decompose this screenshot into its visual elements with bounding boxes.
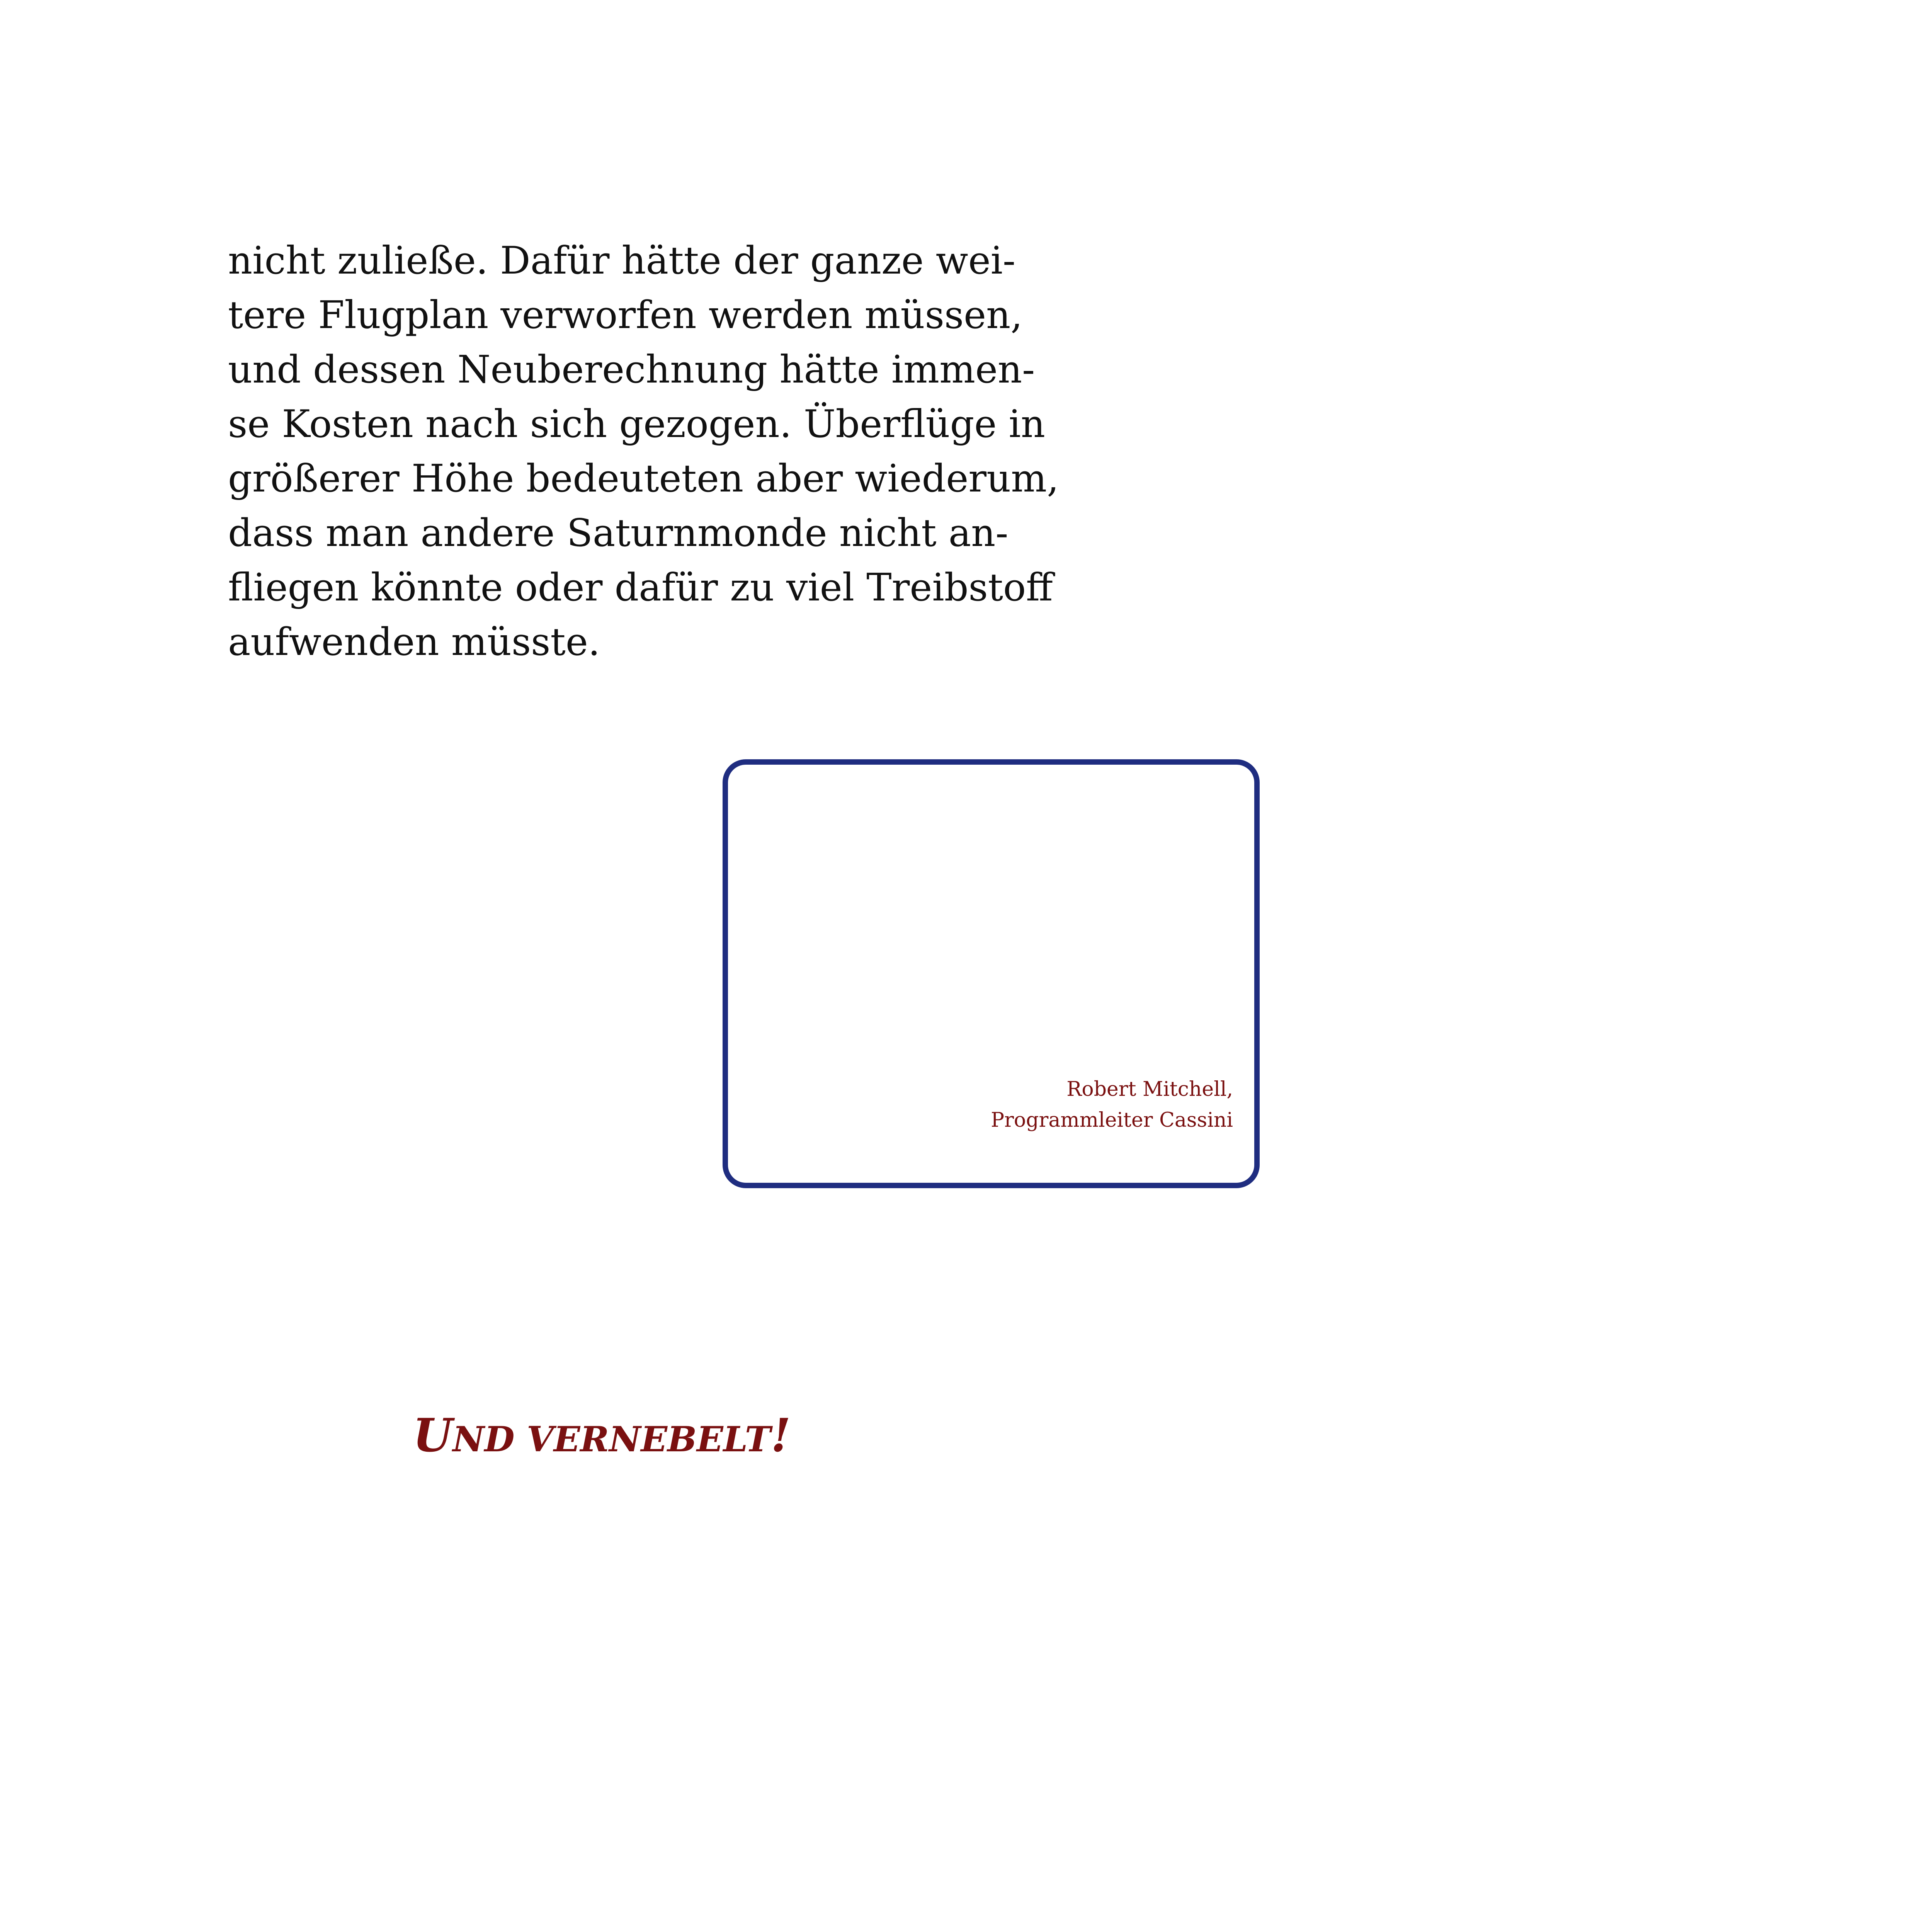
text-line: tere Flugplan verworfen werden müssen, — [228, 293, 1023, 337]
heading-initial: U — [413, 1408, 453, 1462]
text-line: dass man andere Saturnmonde nicht an- — [228, 511, 1009, 555]
text-line: nicht zuließe. Dafür hätte der ganze wei- — [228, 239, 1016, 283]
heading-mark: ! — [770, 1408, 791, 1462]
text-line: fliegen könnte oder dafür zu viel Treibstoff — [228, 566, 1053, 610]
text-line: größerer Höhe bedeuteten aber wiederum, — [228, 457, 1059, 501]
pull-quote-box — [723, 759, 1260, 1188]
section-heading — [228, 1406, 976, 1468]
text-line: aufwenden müsste. — [228, 620, 600, 664]
quote-author: Robert Mitchell, — [1066, 1078, 1233, 1101]
quote-role: Programmleiter Cassini — [991, 1109, 1233, 1132]
heading-rest: ND VERNEBELT — [452, 1419, 771, 1460]
text-line: se Kosten nach sich gezogen. Überflüge in — [228, 402, 1045, 446]
text-line: und dessen Neuberechnung hätte immen- — [228, 348, 1035, 392]
